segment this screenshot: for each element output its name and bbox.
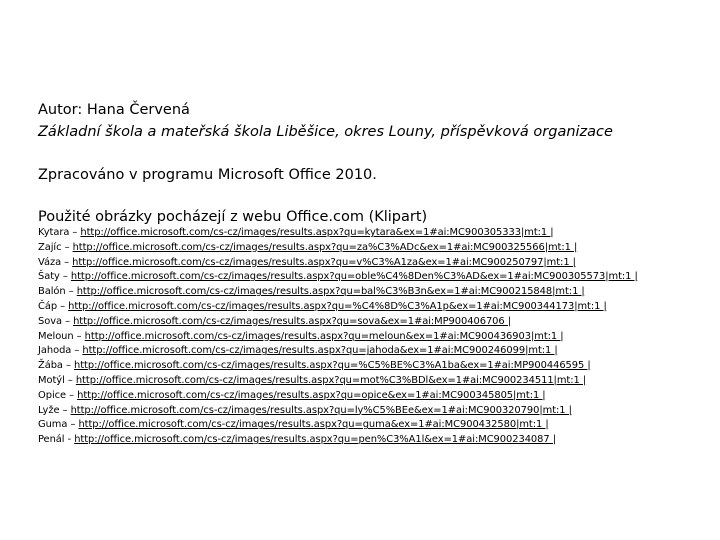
- source-link[interactable]: http://office.microsoft.com/cs-cz/images/results.aspx?qu=guma&ex=1#ai:MC900432580|mt:1 |: [78, 419, 549, 431]
- source-row: [38, 344, 713, 359]
- source-label: Balón –: [38, 286, 77, 298]
- source-label: Penál -: [38, 434, 75, 446]
- source-label: Šaty –: [38, 271, 71, 283]
- source-label: Opice –: [38, 389, 78, 401]
- source-link[interactable]: http://office.microsoft.com/cs-cz/images/results.aspx?qu=mot%C3%BDl&ex=1#ai:MC900234511|mt:1 |: [75, 374, 587, 386]
- source-label: Kytara –: [38, 227, 81, 238]
- source-link[interactable]: http://office.microsoft.com/cs-cz/images/results.aspx?qu=meloun&ex=1#ai:MC900436903|mt:1 |: [84, 330, 564, 342]
- source-label: Čáp –: [38, 300, 69, 312]
- source-row: [38, 226, 713, 241]
- source-link[interactable]: http://office.microsoft.com/cs-cz/images/results.aspx?qu=za%C3%ADc&ex=1#ai:MC900325566|mt:1 |: [72, 241, 578, 253]
- source-label: Guma –: [38, 419, 79, 431]
- sources-title: Použité obrázky pocházejí z webu Office.com (Klipart): [38, 209, 428, 225]
- source-row: [38, 256, 713, 271]
- source-row: [38, 404, 713, 419]
- source-link[interactable]: http://office.microsoft.com/cs-cz/images/results.aspx?qu=%C5%BE%C3%A1ba&ex=1#ai:MP900446595 |: [74, 360, 591, 372]
- source-row: [38, 315, 713, 330]
- author-name: Autor: Hana Červená: [38, 102, 190, 118]
- source-link[interactable]: http://office.microsoft.com/cs-cz/images/results.aspx?qu=jahoda&ex=1#ai:MC900246099|mt:1 |: [82, 345, 558, 357]
- program-note: Zpracováno v programu Microsoft Office 2010.: [38, 167, 377, 183]
- source-label: Sova –: [38, 315, 74, 327]
- source-link[interactable]: http://office.microsoft.com/cs-cz/images/results.aspx?qu=sova&ex=1#ai:MP900406706 |: [73, 315, 512, 327]
- source-link[interactable]: http://office.microsoft.com/cs-cz/images/results.aspx?qu=kytara&ex=1#ai:MC900305333|mt:1 |: [80, 227, 554, 238]
- source-row: [38, 374, 713, 389]
- source-link[interactable]: http://office.microsoft.com/cs-cz/images/results.aspx?qu=oble%C4%8Den%C3%AD&ex=1#ai:MC900305573|mt:1 |: [70, 271, 638, 283]
- source-link[interactable]: http://office.microsoft.com/cs-cz/images/results.aspx?qu=bal%C3%B3n&ex=1#ai:MC900215848|mt:1 |: [76, 286, 585, 298]
- school-name: Základní škola a mateřská škola Liběšice, okres Louny, příspěvková organizace: [38, 124, 613, 140]
- source-link[interactable]: http://office.microsoft.com/cs-cz/images/results.aspx?qu=v%C3%A1za&ex=1#ai:MC900250797|mt:1 |: [72, 256, 576, 268]
- source-row: [38, 418, 713, 433]
- source-row: [38, 300, 713, 315]
- source-label: Lyže –: [38, 404, 71, 416]
- source-row: [38, 241, 713, 256]
- source-row: [38, 389, 713, 404]
- sources-list: [38, 226, 713, 448]
- source-row: [38, 285, 713, 300]
- author-block: [38, 99, 613, 143]
- source-label: Motýl –: [38, 374, 76, 386]
- source-row: [38, 433, 713, 448]
- source-row: [38, 330, 713, 345]
- source-label: Meloun –: [38, 330, 85, 342]
- source-row: [38, 270, 713, 285]
- source-label: Jahoda –: [38, 345, 83, 357]
- source-label: Zajíc –: [38, 241, 73, 253]
- source-link[interactable]: http://office.microsoft.com/cs-cz/images/results.aspx?qu=pen%C3%A1l&ex=1#ai:MC900234087 |: [74, 434, 556, 446]
- source-row: [38, 359, 713, 374]
- source-link[interactable]: http://office.microsoft.com/cs-cz/images/results.aspx?qu=opice&ex=1#ai:MC900345805|mt:1 |: [77, 389, 546, 401]
- source-link[interactable]: http://office.microsoft.com/cs-cz/images/results.aspx?qu=%C4%8D%C3%A1p&ex=1#ai:MC900344173|mt:1 |: [68, 300, 607, 312]
- source-label: Žába –: [38, 360, 75, 372]
- source-link[interactable]: http://office.microsoft.com/cs-cz/images/results.aspx?qu=ly%C5%BEe&ex=1#ai:MC900320790|mt:1 |: [70, 404, 572, 416]
- source-label: Váza –: [38, 256, 73, 268]
